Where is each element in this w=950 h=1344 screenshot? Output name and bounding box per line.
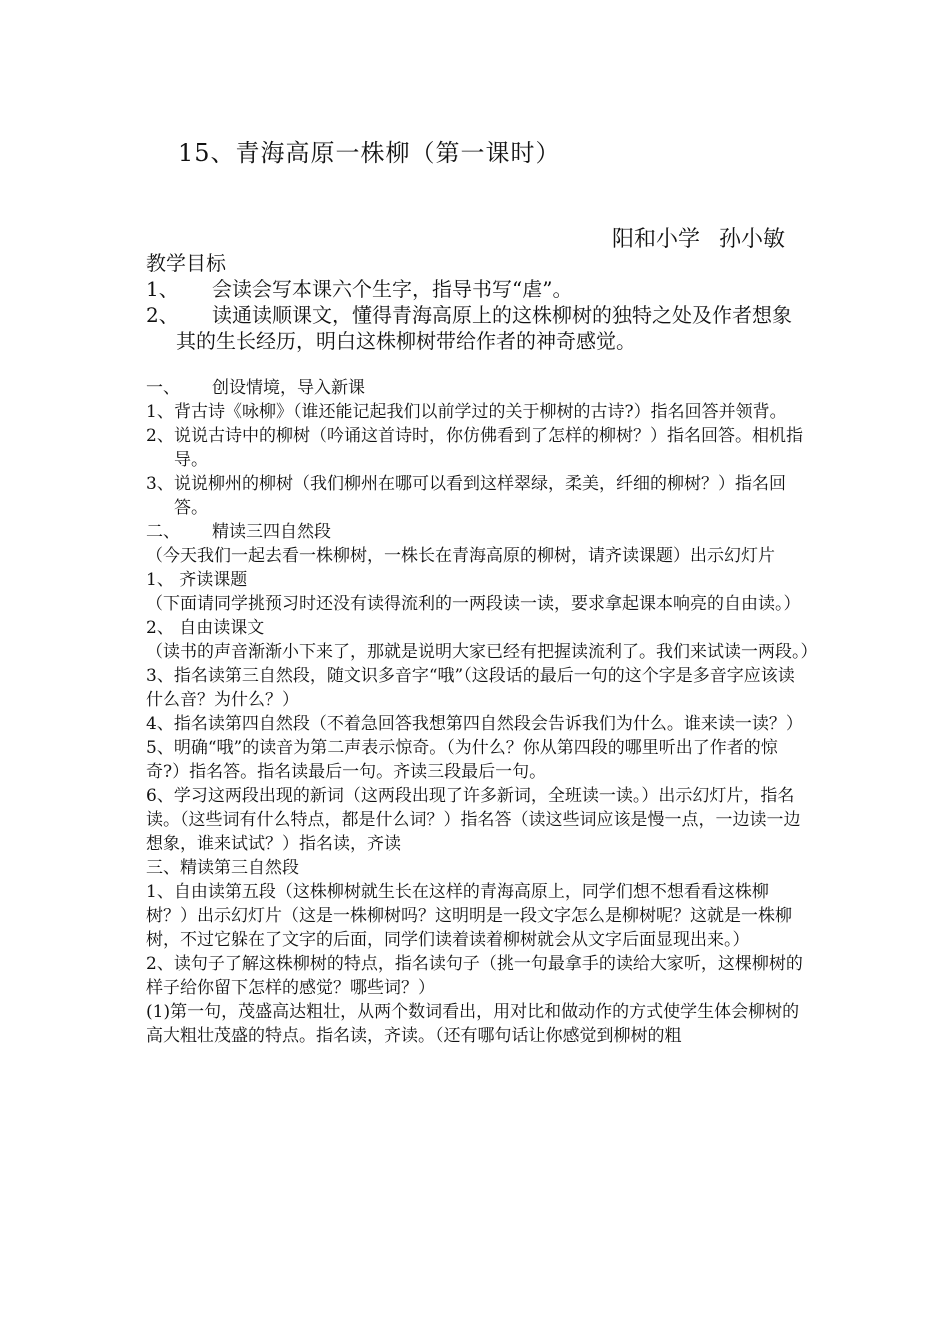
paragraph: 6、学习这两段出现的新词（这两段出现了许多新词，全班读一读。）出示幻灯片，指名读。（这些词有什么特点，都是什么词？）指名答（读这些词应该是慢一点，一边读一边想象，谁来试试？）指名读，齐读 (146, 786, 801, 854)
section-title: 创设情境，导入新课 (212, 378, 365, 398)
paragraph: （读书的声音渐渐小下来了，那就是说明大家已经有把握读流利了。我们来试读一两段。） (146, 642, 818, 662)
paragraph: (1)第一句，茂盛高达粗壮，从两个数词看出，用对比和做动作的方式使学生体会柳树的高大粗壮茂盛的特点。指名读，齐读。（还有哪句话让你感觉到柳树的粗 (146, 1002, 800, 1046)
item-number: 1、 (146, 402, 174, 422)
section-heading: 三、精读第三自然段 (146, 858, 299, 878)
paragraph: 5、明确“哦”的读音为第二声表示惊奇。（为什么？你从第四段的哪里听出了作者的惊奇?）指名答。指名读最后一句。齐读三段最后一句。 (146, 738, 778, 782)
section-title: 精读三四自然段 (212, 522, 331, 542)
paragraph: （今天我们一起去看一株柳树，一株长在青海高原的柳树，请齐读课题）出示幻灯片 (146, 546, 775, 566)
paragraph: 3、指名读第三自然段，随文识多音字“哦”（这段话的最后一句的这个字是多音字应该读什么音？为什么？） (146, 666, 795, 710)
section-number: 二、 (146, 522, 180, 542)
item-number: 2、 (146, 426, 174, 446)
list-item (146, 424, 810, 472)
document-body (146, 250, 818, 1048)
paragraph: 2、 自由读课文 (146, 618, 265, 638)
item-number: 3、 (146, 474, 174, 494)
list-item (146, 472, 810, 520)
objectives-heading: 教学目标 (146, 251, 226, 275)
page-title: 15、青海高原一株柳（第一课时） (178, 139, 561, 167)
objective-number: 1、 (146, 277, 179, 301)
section-heading (146, 520, 810, 544)
item-text: 说说古诗中的柳树（吟诵这首诗时，你仿佛看到了怎样的柳树？）指名回答。相机指导。 (174, 426, 803, 470)
item-text: 说说柳州的柳树（我们柳州在哪可以看到这样翠绿，柔美，纤细的柳树？）指名回答。 (174, 474, 786, 518)
section-number: 一、 (146, 378, 180, 398)
spacer (146, 354, 810, 376)
paragraph: 1、 齐读课题 (146, 570, 248, 590)
objective-text: 会读会写本课六个生字，指导书写“虐”。 (212, 277, 573, 301)
author-line: 阳和小学 孙小敏 (612, 227, 785, 252)
objective-item (146, 276, 810, 302)
paragraph: 4、指名读第四自然段（不着急回答我想第四自然段会告诉我们为什么。谁来读一读？） (146, 714, 803, 734)
objective-text: 读通读顺课文，懂得青海高原上的这株柳树的独特之处及作者想象其的生长经历，明白这株柳树带给作者的神奇感觉。 (176, 303, 792, 353)
paragraph: （下面请同学挑预习时还没有读得流利的一两段读一读，要求拿起课本响亮的自由读。） (146, 594, 801, 614)
item-text: 背古诗《咏柳》（谁还能记起我们以前学过的关于柳树的古诗?）指名回答并领背。 (174, 402, 787, 422)
objective-number: 2、 (146, 303, 179, 327)
paragraph: 2、读句子了解这株柳树的特点，指名读句子（挑一句最拿手的读给大家听，这棵柳树的样子给你留下怎样的感觉？哪些词？） (146, 954, 803, 998)
list-item (146, 400, 810, 424)
section-heading (146, 376, 810, 400)
paragraph: 1、自由读第五段（这株柳树就生长在这样的青海高原上，同学们想不想看看这株柳树？）出示幻灯片（这是一株柳树吗？这明明是一段文字怎么是柳树呢？这就是一株柳树，不过它躲在了文字的后面，同学们读着读着柳树就会从文字后面显现出来。） (146, 882, 792, 950)
objective-item (146, 302, 810, 354)
